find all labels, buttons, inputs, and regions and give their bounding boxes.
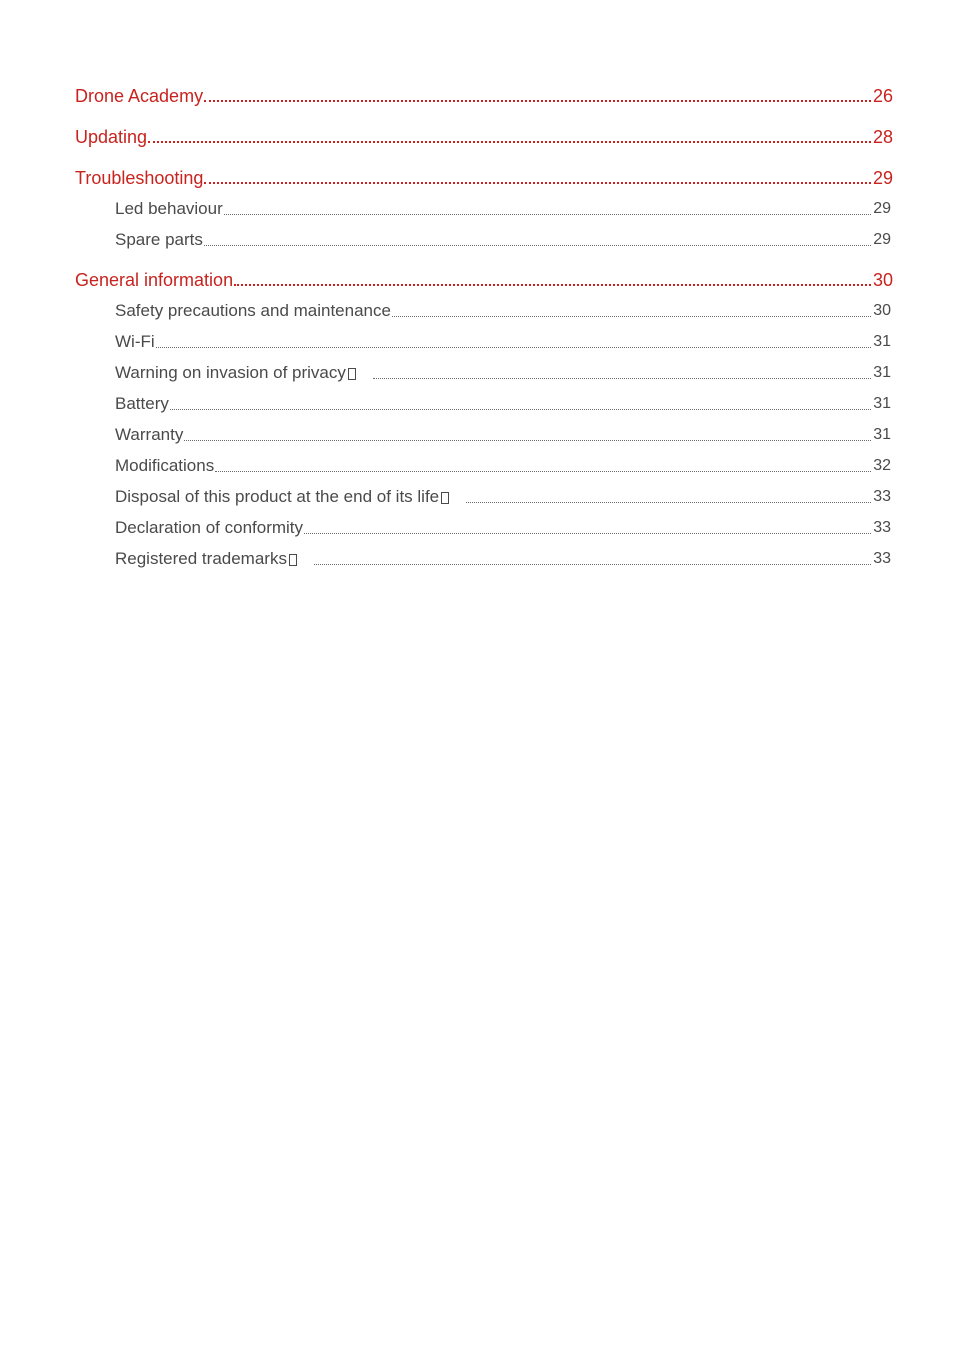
toc-entry-title: Battery	[115, 394, 169, 413]
toc-dot-leader	[148, 141, 871, 143]
toc-dot-leader	[215, 471, 871, 472]
toc-page-number: 26	[872, 86, 893, 106]
toc-entry-title: Safety precautions and maintenance	[115, 301, 391, 320]
toc-page-number: 31	[873, 426, 891, 443]
toc-page-number: 29	[872, 168, 893, 188]
toc-page-number: 33	[873, 488, 891, 505]
toc-entry-led-behaviour[interactable]	[115, 198, 891, 220]
toc-dot-leader	[156, 347, 872, 348]
toc-dot-leader	[466, 502, 871, 503]
toc-entry-drone-academy[interactable]	[75, 84, 893, 108]
toc-entry-title: Warning on invasion of privacy	[115, 363, 346, 382]
toc-entry-updating[interactable]	[75, 125, 893, 149]
toc-entry-general-information[interactable]	[75, 268, 893, 292]
toc-entry-title: Led behaviour	[115, 199, 223, 218]
toc-page-number: 29	[873, 200, 891, 217]
toc-entry-title: Declaration of conformity	[115, 518, 304, 537]
toc-entry-title: Modifications	[115, 456, 215, 475]
toc-entry-spare-parts[interactable]	[115, 229, 891, 251]
toc-entry-title: Registered trademarks	[115, 549, 287, 568]
table-of-contents	[75, 84, 893, 570]
toc-dot-leader	[170, 409, 871, 410]
toc-dot-leader	[373, 378, 871, 379]
toc-dot-leader	[204, 182, 871, 184]
toc-entry-title: Wi-Fi	[115, 332, 155, 351]
toc-page-number: 33	[873, 519, 891, 536]
toc-entry-title: Warranty	[115, 425, 184, 444]
toc-entry-title: Updating	[75, 127, 148, 147]
toc-entry-declaration-conformity[interactable]	[115, 517, 891, 539]
toc-entry-disposal[interactable]	[115, 486, 891, 508]
toc-entry-wi-fi[interactable]	[115, 331, 891, 353]
toc-dot-leader	[204, 245, 871, 246]
toc-entry-warning-privacy[interactable]	[115, 362, 891, 384]
toc-entry-title: Disposal of this product at the end of its life	[115, 487, 440, 506]
toc-entry-title: General information	[75, 270, 234, 290]
missing-glyph-box-icon	[348, 368, 356, 380]
toc-dot-leader	[204, 100, 871, 102]
toc-page-number: 31	[873, 395, 891, 412]
toc-page-number: 33	[873, 550, 891, 567]
toc-entry-warranty[interactable]	[115, 424, 891, 446]
toc-dot-leader	[184, 440, 871, 441]
toc-page-number: 28	[872, 127, 893, 147]
toc-entry-title: Troubleshooting	[75, 168, 204, 188]
toc-dot-leader	[314, 564, 871, 565]
toc-entry-safety-precautions[interactable]	[115, 300, 891, 322]
toc-entry-troubleshooting[interactable]	[75, 166, 893, 190]
toc-page-number: 30	[872, 270, 893, 290]
toc-dot-leader	[224, 214, 871, 215]
toc-entry-battery[interactable]	[115, 393, 891, 415]
toc-page-number: 29	[873, 231, 891, 248]
toc-page-number: 31	[873, 333, 891, 350]
toc-page-number: 32	[873, 457, 891, 474]
toc-entry-title: Spare parts	[115, 230, 203, 249]
toc-dot-leader	[234, 284, 871, 286]
toc-entry-modifications[interactable]	[115, 455, 891, 477]
toc-entry-title: Drone Academy	[75, 86, 204, 106]
missing-glyph-box-icon	[289, 554, 297, 566]
toc-entry-registered-trademarks[interactable]	[115, 548, 891, 570]
missing-glyph-box-icon	[441, 492, 449, 504]
toc-dot-leader	[392, 316, 871, 317]
toc-page-number: 30	[873, 302, 891, 319]
toc-page-number: 31	[873, 364, 891, 381]
toc-dot-leader	[304, 533, 871, 534]
